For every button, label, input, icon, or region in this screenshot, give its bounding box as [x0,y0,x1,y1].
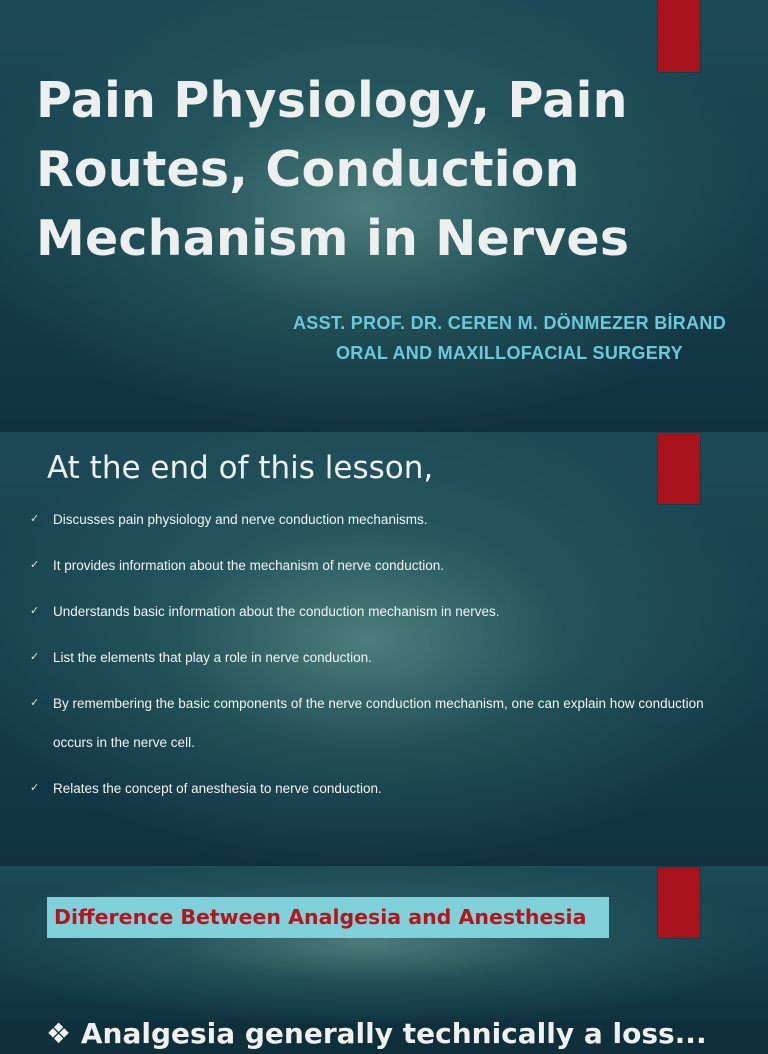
objective-text: List the elements that play a role in nerve conduction. [53,650,372,665]
checkmark-icon: ✓ [30,513,40,525]
objective-text: Understands basic information about the conduction mechanism in nerves. [53,604,500,619]
checkmark-icon: ✓ [30,782,40,794]
author-department: ORAL AND MAXILLOFACIAL SURGERY [335,343,683,363]
checkmark-icon: ✓ [30,697,40,709]
objectives-slide [0,432,768,866]
list-item [30,546,710,585]
author-name: ASST. PROF. DR. CEREN M. DÖNMEZER BİRAND [292,313,726,333]
title-slide [0,0,768,432]
checkmark-icon: ✓ [30,651,40,663]
objectives-list [30,500,710,815]
list-item [30,638,710,677]
objective-text: Discusses pain physiology and nerve conduction mechanisms. [53,512,428,527]
objective-text: Relates the concept of anesthesia to nerve conduction. [53,781,382,796]
red-accent-tab [658,0,700,72]
objective-text: It provides information about the mechanism of nerve conduction. [53,558,444,573]
list-item [30,769,710,808]
red-accent-tab [658,867,700,938]
objective-text: By remembering the basic components of the nerve conduction mechanism, one can explain how conduction occurs in the nerve cell. [53,696,704,750]
checkmark-icon: ✓ [30,559,40,571]
list-item [30,592,710,631]
checkmark-icon: ✓ [30,605,40,617]
list-item [30,684,710,762]
analgesia-slide [0,866,768,1050]
red-accent-tab [658,433,700,504]
cut-off-bullet-text: ❖ Analgesia generally technically a loss... [46,1017,707,1050]
list-item [30,500,710,539]
slide-title: Pain Physiology, Pain Routes, Conduction Mechanism in Nerves [36,72,630,267]
objectives-heading: At the end of this lesson, [47,450,434,486]
section-heading-box: Difference Between Analgesia and Anesthesia [47,897,609,938]
author-block [293,308,726,368]
